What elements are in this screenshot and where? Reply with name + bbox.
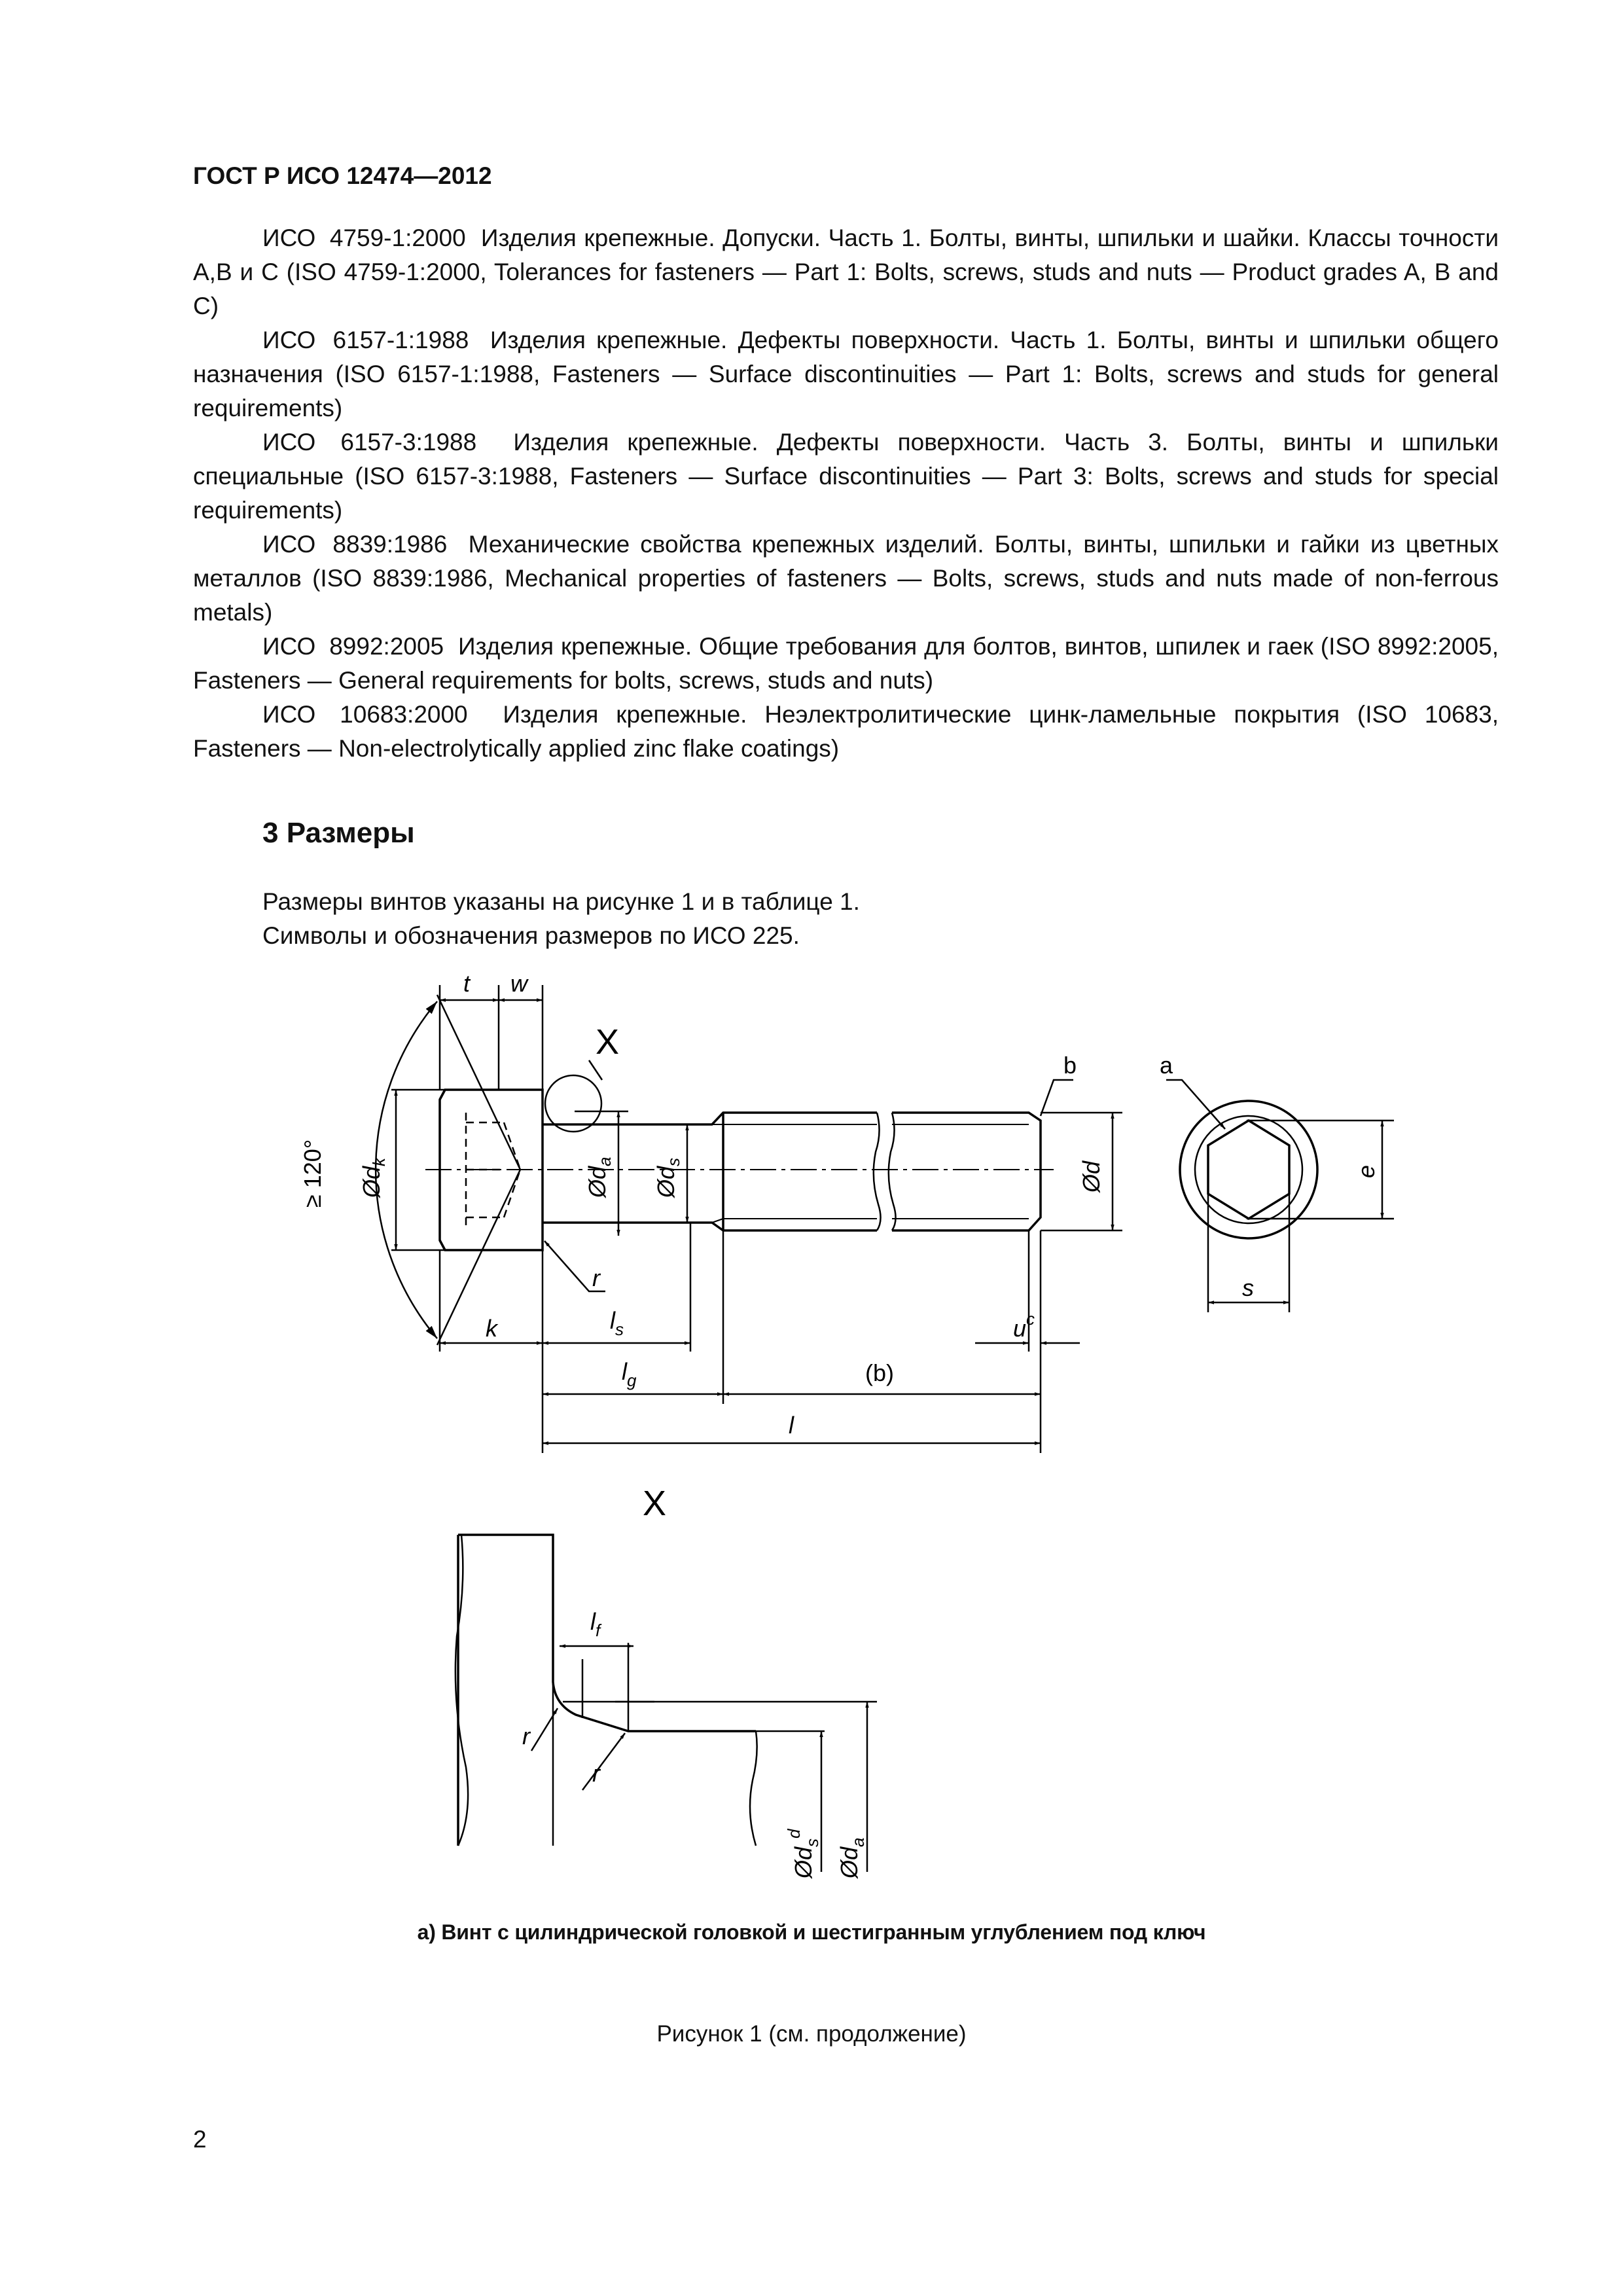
figure-label-part: s xyxy=(802,1838,822,1847)
reference-code: ИСО 10683:2000 xyxy=(262,701,468,728)
reference-code: ИСО 8839:1986 xyxy=(262,531,448,558)
label-da xyxy=(584,1157,615,1199)
figure-subcaption: а) Винт с цилиндрической головкой и шестигранным углублением под ключ xyxy=(417,1920,1206,1944)
label-w: w xyxy=(510,970,527,997)
figure-label-part: f xyxy=(596,1621,601,1640)
reference-text: Изделия крепежные. Допуски. Часть 1. Болты, винты, шпильки и шайки. Классы точности A,B и C (ISO 4759-1:2000, Tolerances for fasteners — Part 1: Bolts, screws, studs and nuts — Product grades A, B and C) xyxy=(193,224,1499,319)
figure-label-part: g xyxy=(627,1371,637,1390)
label-k: k xyxy=(486,1315,497,1342)
label-da-detail xyxy=(836,1838,868,1880)
figure-label-part: Ød xyxy=(584,1166,611,1198)
label-x: X xyxy=(596,1022,620,1062)
reference-text: Изделия крепежные. Дефекты поверхности. Часть 1. Болты, винты и шпильки общего назначения (ISO 6157-1:1988, Fasteners — Surface discontinuities — Part 1: Bolts, screws and studs for general requirements) xyxy=(193,327,1499,422)
reference-text: Изделия крепежные. Дефекты поверхности. Часть 3. Болты, винты и шпильки специальные (ISO 6157-3:1988, Fasteners — Surface discontinuities — Part 3: Bolts, screws and studs for special requirements) xyxy=(193,429,1499,524)
reference-code: ИСО 8992:2005 xyxy=(262,633,444,660)
figure-label-part: Ød xyxy=(652,1166,679,1198)
label-angle: ≥ 120° xyxy=(299,1139,326,1208)
detail-x-view xyxy=(455,1535,757,1846)
figure-label-part: l xyxy=(622,1358,627,1385)
figure-label-part: u xyxy=(1013,1315,1027,1342)
detail-title: X xyxy=(643,1484,667,1523)
intro-paragraph: Размеры винтов указаны на рисунке 1 и в таблице 1. xyxy=(262,888,860,915)
label-dk xyxy=(358,1157,389,1198)
label-b-length: (b) xyxy=(865,1359,894,1386)
label-lg xyxy=(622,1358,637,1390)
label-lf xyxy=(590,1608,602,1640)
label-s: s xyxy=(1242,1274,1254,1301)
document-header: ГОСТ Р ИСО 12474—2012 xyxy=(193,162,492,189)
label-e: e xyxy=(1353,1164,1380,1178)
figure-label-part: l xyxy=(590,1608,596,1635)
label-ds-detail xyxy=(784,1828,822,1879)
label-r-detail-2: r xyxy=(592,1760,600,1787)
label-r-detail-1: r xyxy=(522,1723,530,1749)
label-d: Ød xyxy=(1078,1160,1105,1193)
thread-lines xyxy=(712,1124,1029,1223)
figure-label-part: s xyxy=(615,1319,624,1339)
figure-label-part: Ød xyxy=(836,1846,863,1878)
label-ds xyxy=(652,1158,683,1198)
page-number: 2 xyxy=(193,2126,207,2153)
figure-label-part: d xyxy=(784,1829,804,1839)
label-ls xyxy=(610,1307,624,1339)
reference-code: ИСО 6157-1:1988 xyxy=(262,327,469,353)
reference-code: ИСО 6157-3:1988 xyxy=(262,429,477,456)
figure-label-part: a xyxy=(848,1837,868,1847)
figure-label-part: k xyxy=(369,1157,389,1166)
figure-label-part: s xyxy=(664,1157,683,1166)
label-a-mark: a xyxy=(1160,1052,1173,1079)
label-r: r xyxy=(592,1265,600,1291)
reference-text: Изделия крепежные. Общие требования для болтов, винтов, шпилек и гаек (ISO 8992:2005, Fasteners — General requirements for bolts, screws, studs and nuts) xyxy=(193,633,1499,694)
figure-label-part: l xyxy=(610,1307,615,1334)
label-b-mark: b xyxy=(1063,1052,1077,1079)
section-title: 3 Размеры xyxy=(262,817,415,849)
label-l: l xyxy=(789,1412,794,1439)
label-u xyxy=(1013,1309,1035,1342)
figure-label-part: a xyxy=(595,1157,615,1166)
reference-text: Изделия крепежные. Неэлектролитические цинк-ламельные покрытия (ISO 10683, Fasteners — Non-electrolytically applied zinc flake coatings) xyxy=(193,701,1499,762)
reference-text: Механические свойства крепежных изделий. Болты, винты, шпильки и гайки из цветных металлов (ISO 8839:1986, Mechanical properties of fasteners — Bolts, screws, studs and nuts made of non-ferrous metals) xyxy=(193,531,1499,626)
label-t: t xyxy=(463,970,471,997)
figure-label-part: Ød xyxy=(790,1846,817,1878)
reference-code: ИСО 4759-1:2000 xyxy=(262,224,466,251)
screw-end-view xyxy=(1180,1101,1317,1238)
intro-paragraph: Символы и обозначения размеров по ИСО 225. xyxy=(262,922,800,949)
figure-caption: Рисунок 1 (см. продолжение) xyxy=(656,2021,967,2047)
figure-label-part: Ød xyxy=(358,1166,385,1198)
figure-label-part: c xyxy=(1026,1309,1035,1329)
